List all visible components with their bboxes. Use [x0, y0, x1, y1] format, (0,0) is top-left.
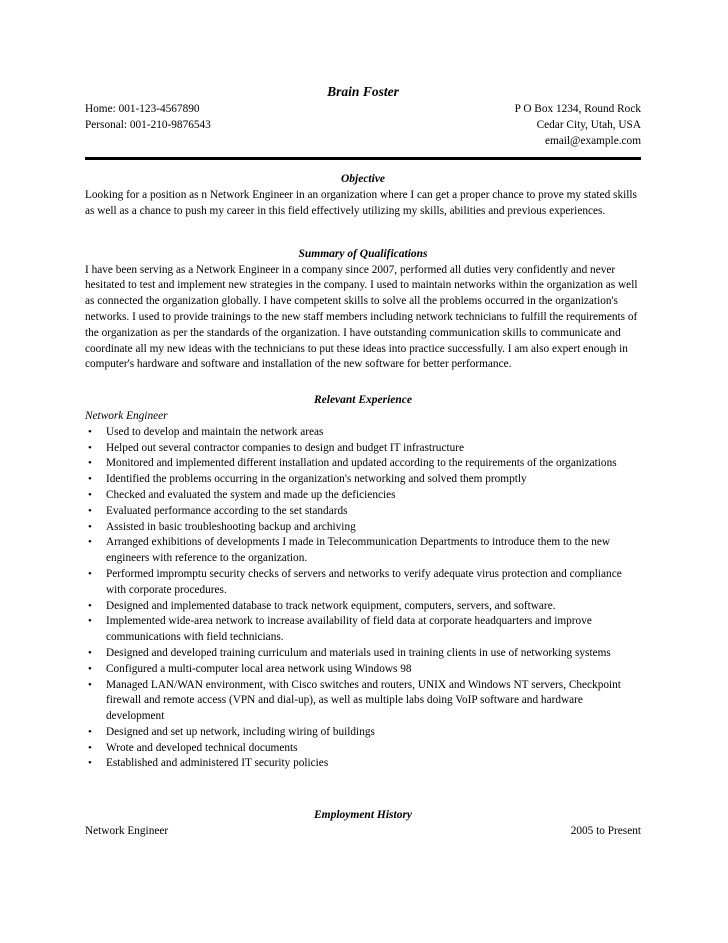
experience-bullet-item: • Managed LAN/WAN environment, with Cisco switches and routers, UNIX and Windows NT servers, Checkpoint firewall and remote access (VPN and dial-up), as well as multiple labs doing VoIP software and hardware development — [85, 678, 641, 725]
section-objective — [85, 172, 641, 219]
experience-bullet-item: • Designed and implemented database to track network equipment, computers, servers, and software. — [85, 599, 641, 615]
experience-bullet-item: • Performed impromptu security checks of servers and networks to verify adequate virus protection and compliance with corporate procedures. — [85, 567, 641, 599]
contact-phone-line: Home: 001-123-4567890 — [85, 103, 200, 115]
contact-address-line: P O Box 1234, Round Rock — [514, 103, 641, 115]
experience-bullet-item: • Checked and evaluated the system and made up the deficiencies — [85, 488, 641, 504]
experience-bullet-item: • Established and administered IT security policies — [85, 756, 641, 772]
employment-job-title: Network Engineer — [85, 825, 169, 838]
contact-address-line: email@example.com — [544, 134, 641, 147]
section-employment — [85, 808, 641, 840]
experience-bullet-list — [85, 425, 641, 773]
experience-bullet-item: • Assisted in basic troubleshooting backup and archiving — [85, 520, 641, 536]
experience-bullet-item: • Arranged exhibitions of developments I made in Telecommunication Departments to introduce them to the new engineers with reference to the organization. — [85, 535, 641, 567]
objective-body: Looking for a position as n Network Engineer in an organization where I can get a proper chance to prove my stated skills as well as a chance to push my career in this field effectively utilizing my skills, abilities and previous experiences. — [85, 189, 637, 217]
experience-job-title: Network Engineer — [85, 409, 168, 422]
contact-address — [515, 102, 641, 149]
experience-bullet-item: • Wrote and developed technical documents — [85, 741, 641, 757]
contact-phones — [85, 102, 211, 149]
contact-block — [85, 102, 641, 149]
employment-entry — [85, 824, 641, 840]
experience-bullet-item: • Designed and set up network, including wiring of buildings — [85, 725, 641, 741]
experience-bullet-item: • Evaluated performance according to the set standards — [85, 504, 641, 520]
section-experience — [85, 393, 641, 772]
contact-address-line: Cedar City, Utah, USA — [536, 118, 641, 131]
experience-heading: Relevant Experience — [313, 394, 413, 407]
experience-bullet-item: • Used to develop and maintain the network areas — [85, 425, 641, 441]
experience-bullet-item: • Monitored and implemented different installation and updated according to the requirements of the organizations — [85, 456, 641, 472]
experience-bullet-item: • Helped out several contractor companies to design and budget IT infrastructure — [85, 441, 641, 457]
employment-heading: Employment History — [313, 809, 413, 822]
experience-bullet-item: • Designed and developed training curriculum and materials used in training clients in use of networking systems — [85, 646, 641, 662]
objective-heading: Objective — [340, 173, 386, 186]
candidate-name: Brain Foster — [327, 84, 399, 99]
header-divider — [85, 157, 641, 160]
summary-body: I have been serving as a Network Engineer in a company since 2007, performed all duties very confidently and never hesitated to test and implement new strategies in the company. I used to maintain networks within the organization as well as connected the organization globally. I have competent skills to solve all the problems occurred in the organization's networks. I used to provide trainings to the new staff members including network technicians to fulfill the requirements of the organization as per the standards of the organization. I have outstanding communication skills to communicate and coordinate all my new ideas with the technicians to put these ideas into practice successfully. I am also expert enough in computer's hardware and software and installation of the new software for better performance. — [85, 263, 638, 371]
experience-bullet-item: • Implemented wide-area network to increase availability of field data at corporate headquarters and improve communications with field technicians. — [85, 614, 641, 646]
section-summary — [85, 247, 641, 373]
employment-dates: 2005 to Present — [570, 825, 641, 838]
summary-heading: Summary of Qualifications — [298, 247, 428, 260]
contact-phone-line: Personal: 001-210-9876543 — [85, 118, 211, 131]
experience-bullet-item: • Identified the problems occurring in the organization's networking and solved them promptly — [85, 472, 641, 488]
experience-bullet-item: • Configured a multi-computer local area network using Windows 98 — [85, 662, 641, 678]
